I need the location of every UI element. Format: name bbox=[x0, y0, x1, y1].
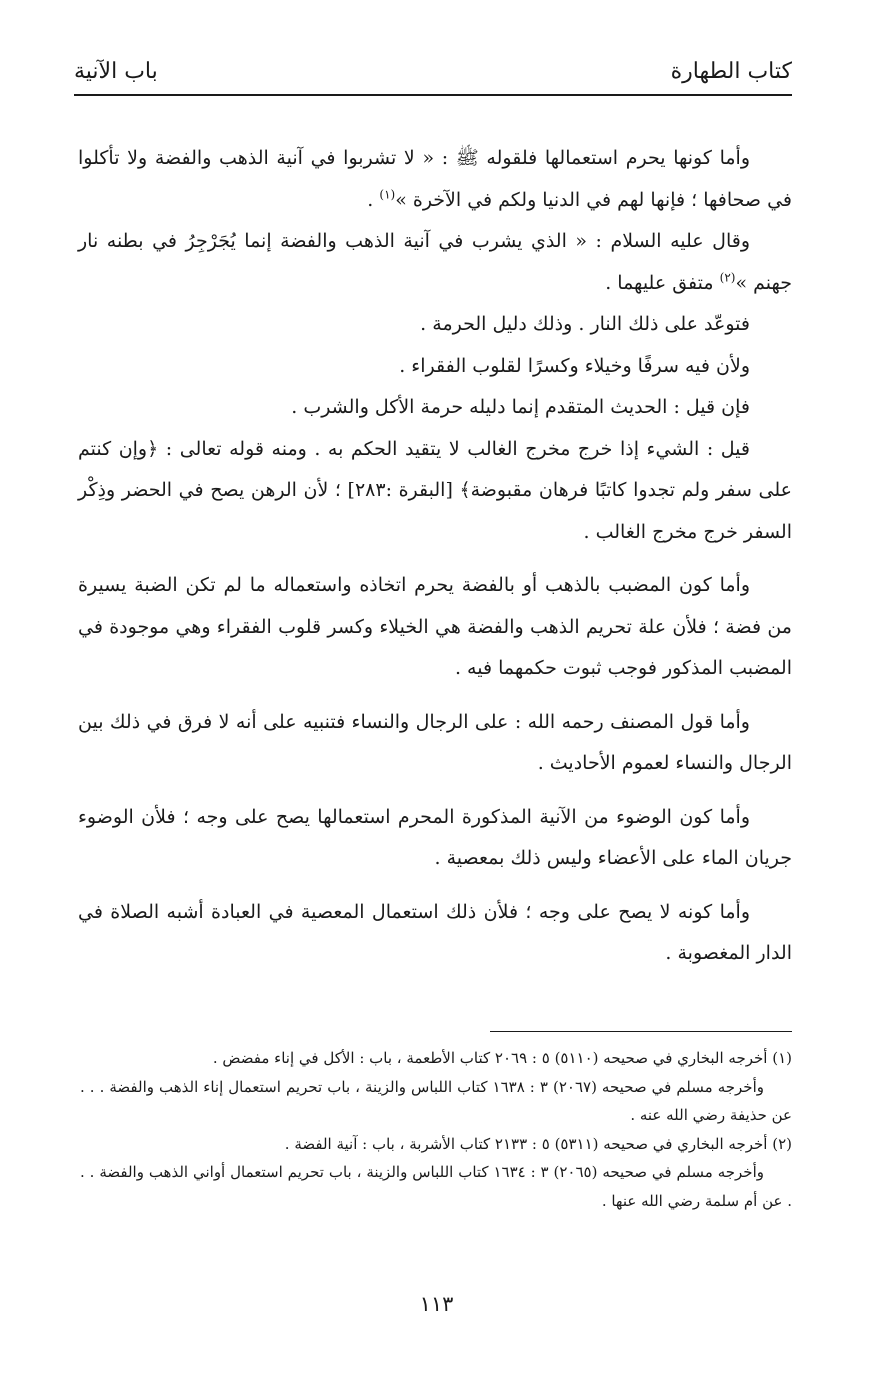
footnote-ref-2: (٢) bbox=[719, 270, 736, 285]
paragraph-3: فتوعّد على ذلك النار . وذلك دليل الحرمة . bbox=[420, 313, 750, 335]
footnote-2-continuation: وأخرجه مسلم في صحيحه (٢٠٦٥) ٣ : ١٦٣٤ كتاب اللباس والزينة ، باب تحريم استعمال أواني الذهب والفضة . . . عن أم سلمة رضي الله عنها . bbox=[80, 1163, 792, 1210]
running-header bbox=[74, 44, 792, 84]
paragraph-2-text: وقال عليه السلام : « الذي يشرب في آنية الذهب والفضة إنما يُجَرْجِرُ في بطنه نار جهنم » bbox=[78, 230, 792, 294]
page-number: ١١٣ bbox=[419, 1292, 454, 1316]
paragraph-1-end: . bbox=[367, 188, 380, 211]
paragraph-5: فإن قيل : الحديث المتقدم إنما دليله حرمة الأكل والشرب . bbox=[291, 396, 750, 418]
paragraph-10: وأما كونه لا يصح على وجه ؛ فلأن ذلك استعمال المعصية في العبادة أشبه الصلاة في الدار المغصوبة . bbox=[78, 900, 792, 964]
book-title: كتاب الطهارة bbox=[670, 59, 792, 84]
footnote-ref-1: (١) bbox=[379, 187, 396, 202]
paragraph-9: وأما كون الوضوء من الآنية المذكورة المحرم استعمالها يصح على وجه ؛ فلأن الوضوء جريان الماء على الأعضاء وليس ذلك بمعصية . bbox=[78, 805, 792, 869]
footnotes bbox=[80, 1044, 792, 1215]
footnote-2: (٢) أخرجه البخاري في صحيحه (٥٣١١) ٥ : ٢١٣٣ كتاب الأشربة ، باب : آنية الفضة . bbox=[284, 1134, 792, 1153]
paragraph-1 bbox=[78, 138, 792, 221]
paragraph-2 bbox=[78, 221, 792, 304]
chapter-title: باب الآنية bbox=[74, 59, 158, 84]
paragraph-4: ولأن فيه سرفًا وخيلاء وكسرًا لقلوب الفقراء . bbox=[399, 354, 750, 377]
paragraph-8: وأما قول المصنف رحمه الله : على الرجال والنساء فتنبيه على أنه لا فرق في ذلك بين الرجال والنساء لعموم الأحاديث . bbox=[78, 710, 792, 774]
footnote-1: (١) أخرجه البخاري في صحيحه (٥١١٠) ٥ : ٢٠٦٩ كتاب الأطعمة ، باب : الأكل في إناء مفضض . bbox=[212, 1049, 792, 1067]
footnote-1-continuation: وأخرجه مسلم في صحيحه (٢٠٦٧) ٣ : ١٦٣٨ كتاب اللباس والزينة ، باب تحريم استعمال إناء الذهب والفضة . . . عن حذيفة رضي الله عنه . bbox=[80, 1077, 792, 1124]
main-text bbox=[78, 138, 792, 975]
paragraph-6: قيل : الشيء إذا خرج مخرج الغالب لا يتقيد الحكم به . ومنه قوله تعالى : ﴿وإن كنتم على سفر ولم تجدوا كاتبًا فرهان مقبوضة﴾ [البقرة :٢٨٣] ؛ لأن الرهن يصح في الحضر وذِكْر السفر خرج مخرج الغالب . bbox=[78, 437, 792, 543]
paragraph-2-end: متفق عليهما . bbox=[605, 271, 720, 294]
footnote-divider bbox=[490, 1031, 792, 1032]
header-divider bbox=[74, 94, 792, 96]
paragraph-1-text: وأما كونها يحرم استعمالها فلقوله ﷺ : « لا تشربوا في آنية الذهب والفضة ولا تأكلوا في صحافها ؛ فإنها لهم في الدنيا ولكم في الآخرة » bbox=[78, 147, 792, 211]
paragraph-7: وأما كون المضبب بالذهب أو بالفضة يحرم اتخاذه واستعماله ما لم تكن الضبة يسيرة من فضة ؛ فلأن علة تحريم الذهب والفضة هي الخيلاء وكسر قلوب الفقراء وهي موجودة في المضبب المذكور فوجب ثبوت حكمهما فيه . bbox=[78, 574, 792, 679]
